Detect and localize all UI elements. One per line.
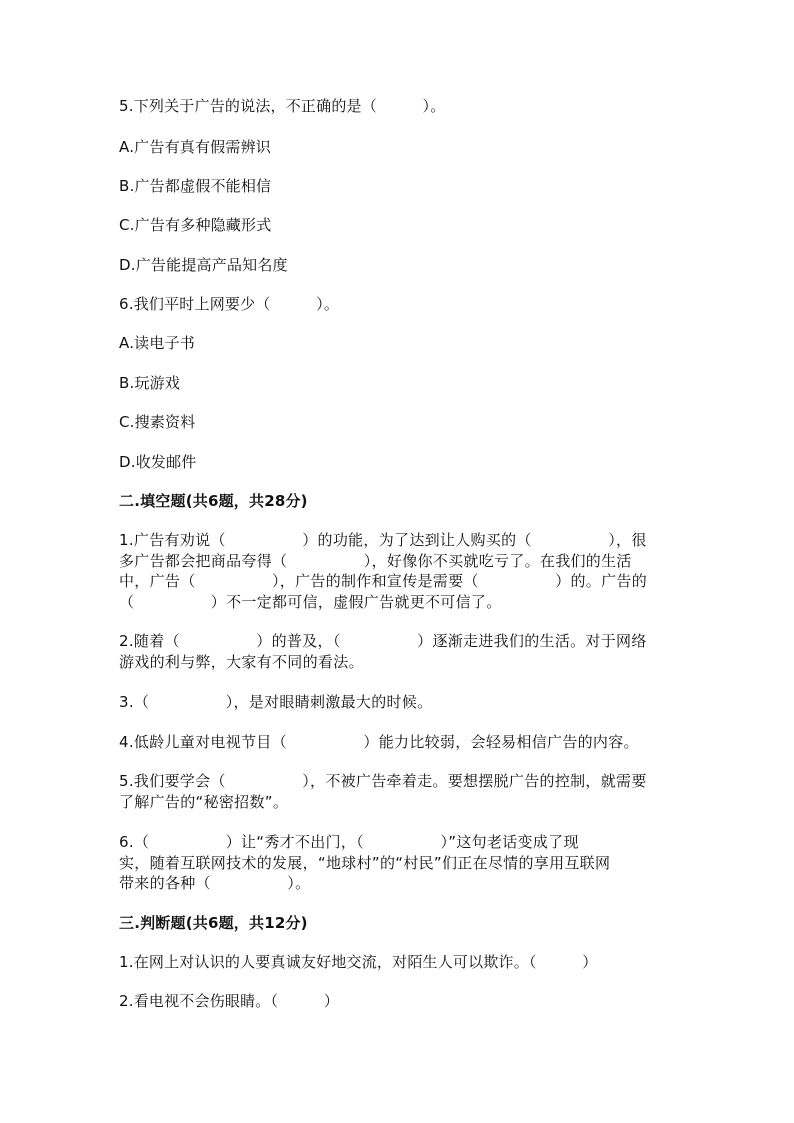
fill-item-2-line: 游戏的利与弊，大家有不同的看法。	[119, 652, 364, 671]
question-5-option-b: B.广告都虚假不能相信	[119, 177, 272, 195]
section-2-heading: 二.填空题(共6题，共28分)	[119, 492, 308, 510]
question-5-stem: 5.下列关于广告的说法，不正确的是（ ）。	[119, 97, 446, 115]
fill-item-5-line: 5.我们要学会（ ），不被广告牵着走。要想摆脱广告的控制，就需要	[119, 772, 647, 790]
fill-item-5-line: 了解广告的“秘密招数”。	[119, 792, 289, 811]
fill-item-2	[119, 631, 679, 672]
judge-item-2: 2.看电视不会伤眼睛。（ ）	[119, 992, 340, 1010]
question-5-option-c: C.广告有多种隐藏形式	[119, 216, 272, 234]
fill-item-2-line: 2.随着（ ）的普及，（ ）逐渐走进我们的生活。对于网络	[119, 632, 647, 650]
fill-item-4	[119, 732, 679, 753]
question-6-option-b: B.玩游戏	[119, 374, 181, 392]
fill-item-1-line: 中，广告（ ），广告的制作和宣传是需要（ ）的。广告的	[119, 572, 648, 590]
question-5-option-a: A.广告有真有假需辨识	[119, 138, 271, 156]
fill-item-1-line: 1.广告有劝说（ ）的功能，为了达到让人购买的（ ），很	[119, 531, 647, 549]
section-3-heading: 三.判断题(共6题，共12分)	[119, 914, 308, 932]
question-6-option-d: D.收发邮件	[119, 453, 197, 471]
fill-item-1-line: （ ）不一定都可信，虚假广告就更不可信了。	[119, 592, 502, 611]
fill-item-1-line: 多广告都会把商品夸得（ ），好像你不买就吃亏了。在我们的生活	[119, 551, 632, 570]
fill-item-6-line: 带来的各种（ ）。	[119, 874, 311, 892]
fill-item-3-line: 3.（ ），是对眼睛刺激最大的时候。	[119, 693, 433, 711]
fill-item-6-line: 6.（ ）让“秀才不出门，（ ）”这句老话变成了现	[119, 833, 579, 851]
question-6-option-c: C.搜素资料	[119, 413, 196, 431]
fill-item-1	[119, 530, 679, 612]
fill-item-6	[119, 832, 679, 894]
fill-item-3	[119, 692, 679, 713]
question-6-option-a: A.读电子书	[119, 334, 195, 352]
fill-item-4-line: 4.低龄儿童对电视节目（ ）能力比较弱，会轻易相信广告的内容。	[119, 733, 639, 751]
judge-item-1: 1.在网上对认识的人要真诚友好地交流，对陌生人可以欺诈。（ ）	[119, 953, 598, 971]
fill-item-6-line: 实，随着互联网技术的发展，“地球村”的“村民”们正在尽情的享用互联网	[119, 853, 611, 872]
fill-item-5	[119, 771, 679, 812]
question-5-option-d: D.广告能提高产品知名度	[119, 256, 288, 274]
question-6-stem: 6.我们平时上网要少（ ）。	[119, 295, 340, 313]
